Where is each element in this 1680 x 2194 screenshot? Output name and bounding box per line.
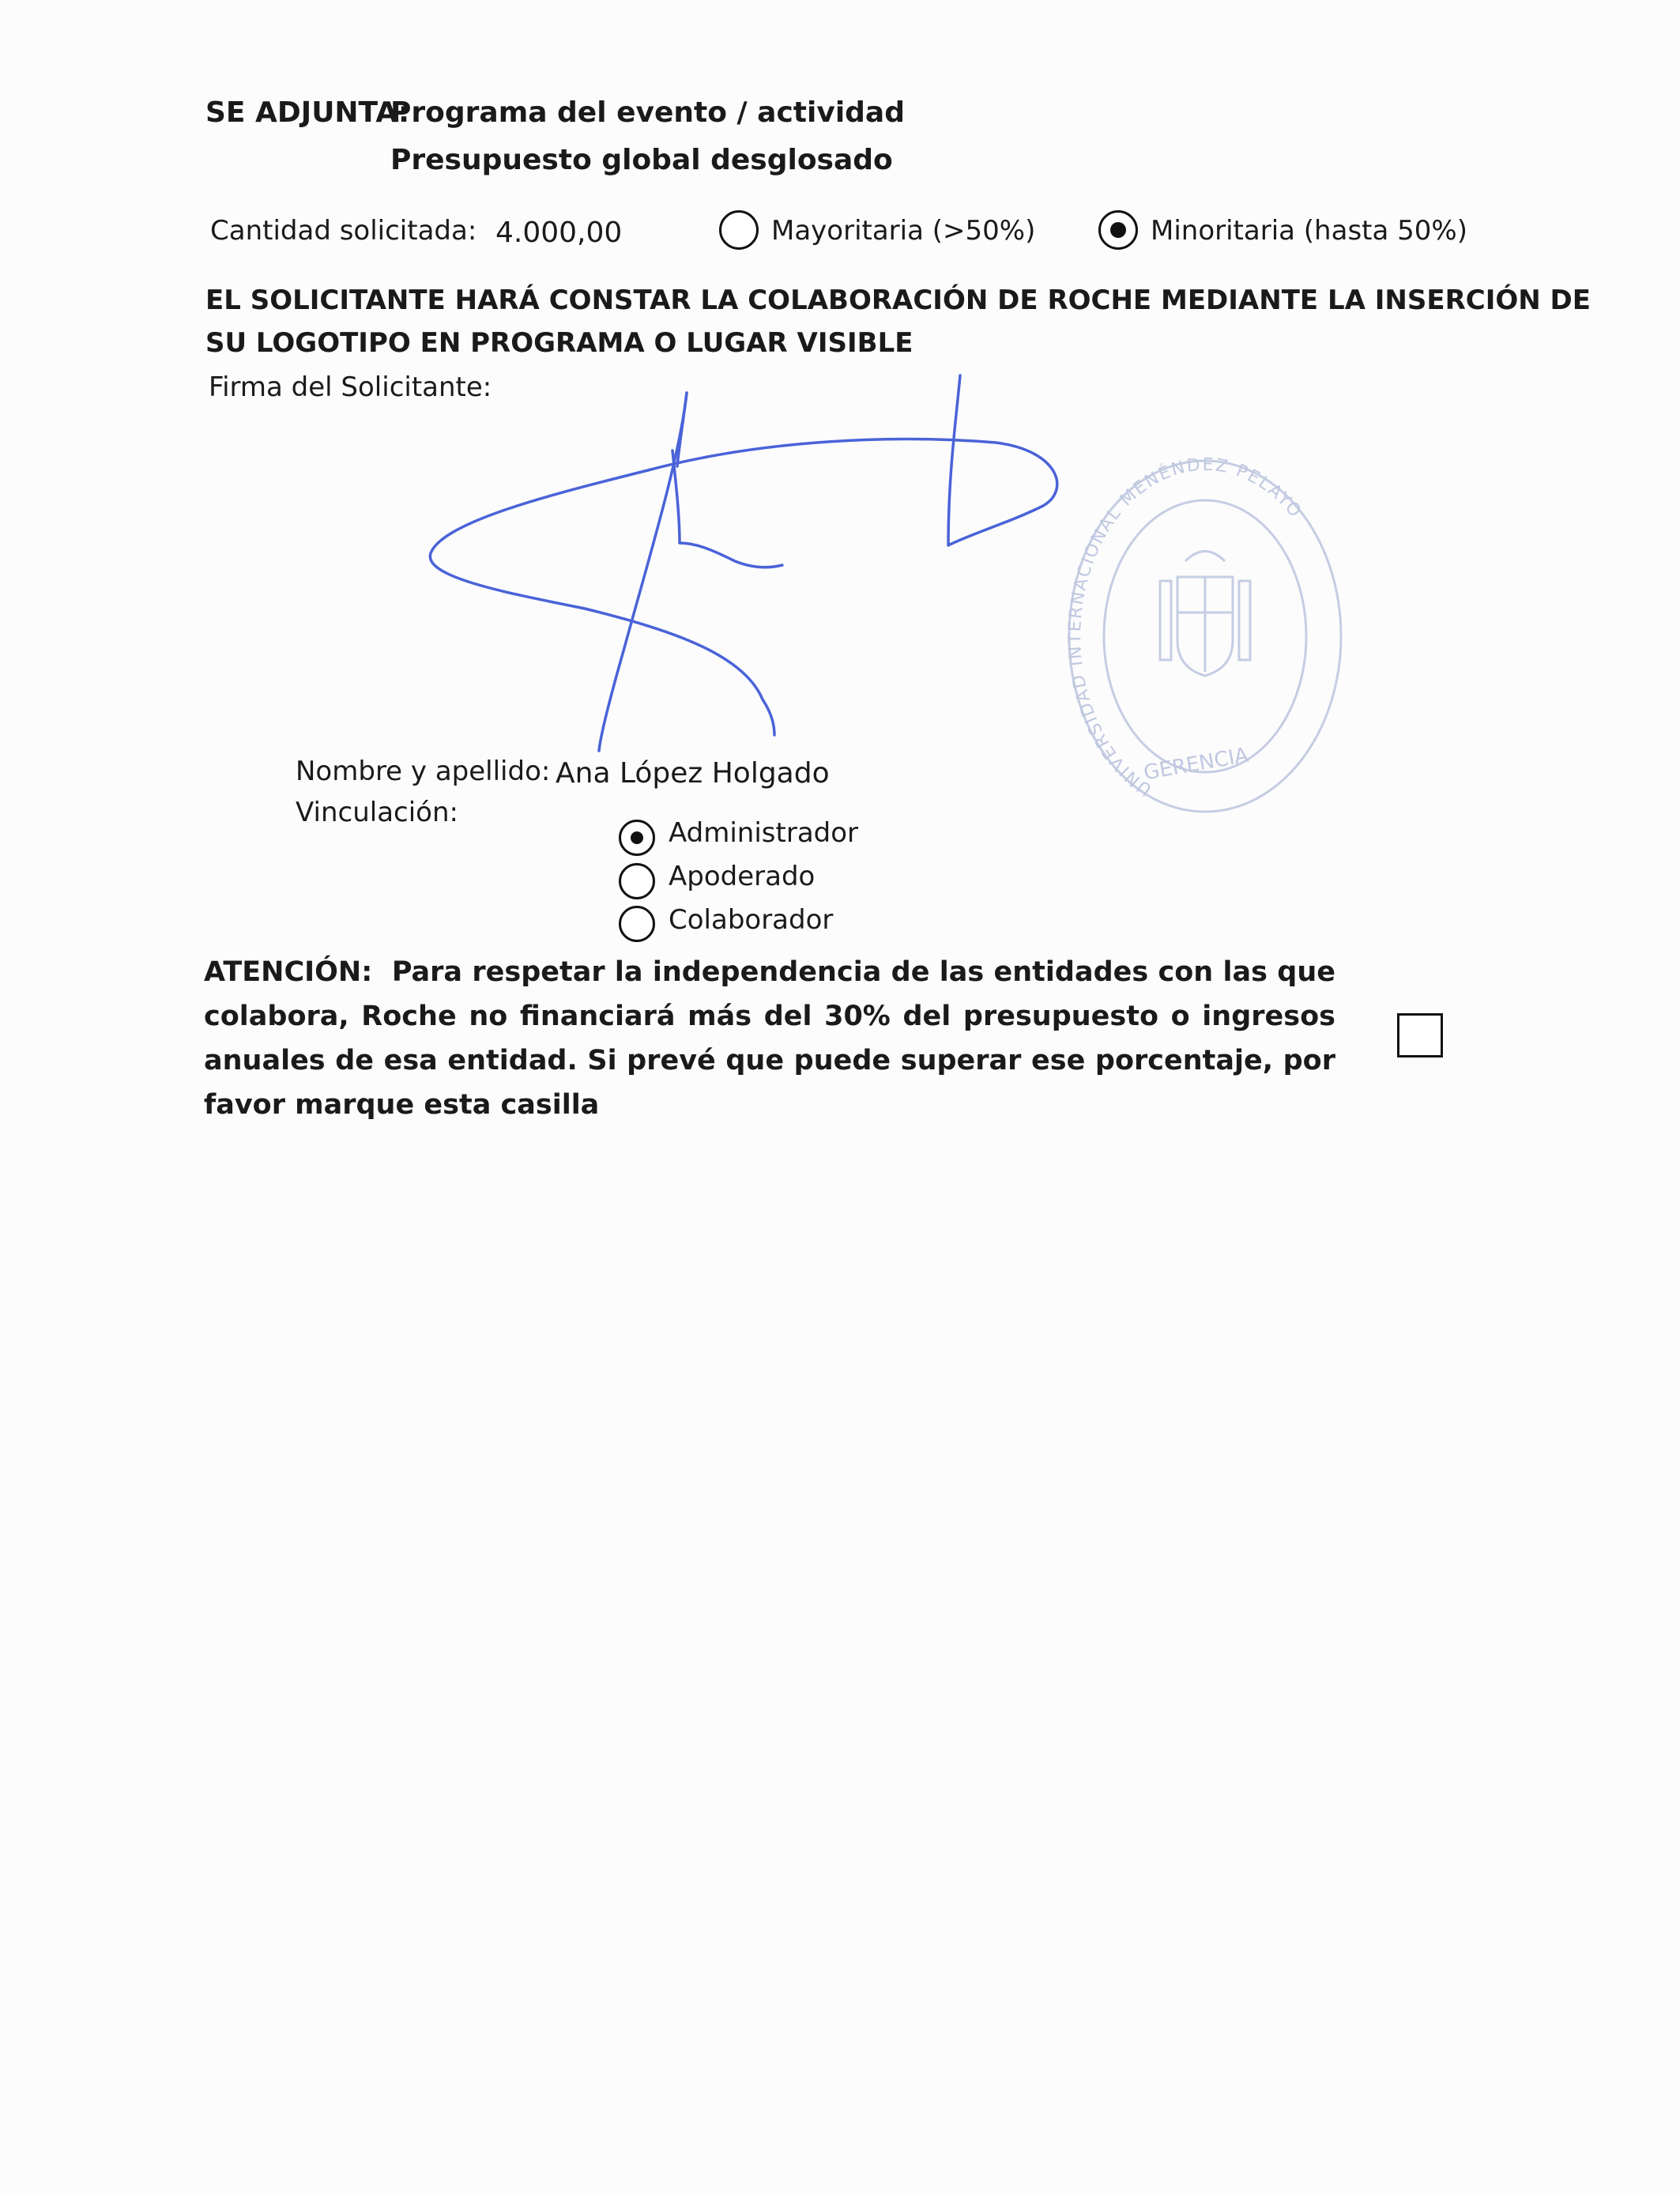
collaborator-radio[interactable] <box>619 906 655 942</box>
signature-image <box>411 364 1067 759</box>
attachments-label: SE ADJUNTA: <box>205 96 410 129</box>
stamp-ring-text: UNIVERSIDAD INTERNACIONAL MENÉNDEZ PELAYO <box>1065 454 1306 800</box>
link-label: Vinculación: <box>296 797 458 828</box>
collaborator-label: Colaborador <box>669 904 834 936</box>
minority-radio[interactable] <box>1098 210 1138 250</box>
amount-label: Cantidad solicitada: <box>210 215 477 247</box>
administrator-radio[interactable] <box>619 820 655 856</box>
name-label: Nombre y apellido: <box>296 756 551 787</box>
majority-label: Mayoritaria (>50%) <box>771 215 1036 247</box>
proxy-radio[interactable] <box>619 863 655 899</box>
exceed-percentage-checkbox[interactable] <box>1397 1013 1443 1057</box>
attention-paragraph <box>204 950 1335 1127</box>
attention-label: ATENCIÓN: <box>204 956 373 988</box>
majority-radio[interactable] <box>719 210 759 250</box>
coat-of-arms-icon <box>1160 552 1250 677</box>
name-value: Ana López Holgado <box>556 757 830 790</box>
signature-label: Firma del Solicitante: <box>209 371 492 403</box>
administrator-label: Administrador <box>669 817 859 849</box>
minority-label: Minoritaria (hasta 50%) <box>1151 215 1467 247</box>
attachment-item-program: Programa del evento / actividad <box>390 96 905 129</box>
notice-line-1: EL SOLICITANTE HARÁ CONSTAR LA COLABORACIÓN DE ROCHE MEDIANTE LA INSERCIÓN DE <box>205 285 1591 316</box>
attachment-item-budget: Presupuesto global desglosado <box>390 144 893 176</box>
stamp-bottom-text: GERENCIA <box>1141 743 1251 786</box>
university-stamp <box>1059 443 1351 814</box>
amount-value: 4.000,00 <box>495 217 623 249</box>
proxy-label: Apoderado <box>669 861 816 892</box>
notice-line-2: SU LOGOTIPO EN PROGRAMA O LUGAR VISIBLE <box>205 327 913 359</box>
attention-text: Para respetar la independencia de las entidades con las que colabora, Roche no financiará más del 30% del presupuesto o ingresos anuales de esa entidad. Si prevé que puede superar ese porcentaje, por favor marque esta casilla <box>204 956 1335 1121</box>
